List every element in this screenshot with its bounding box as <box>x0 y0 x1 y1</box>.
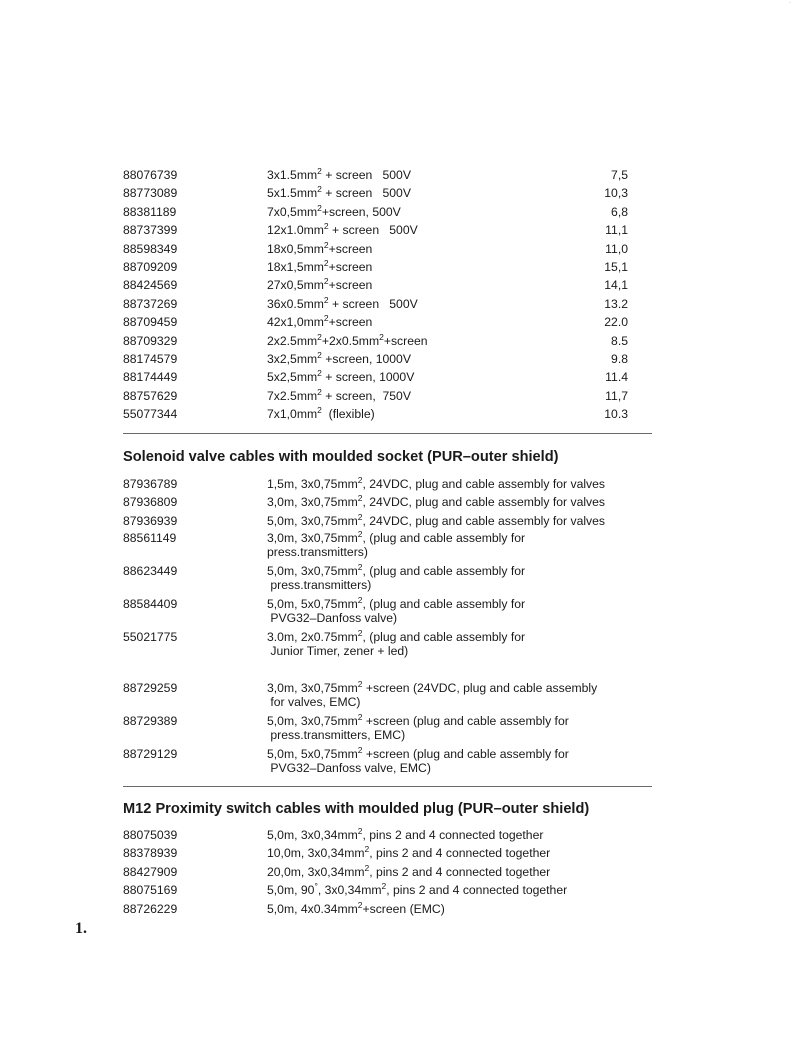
table-row <box>123 387 652 405</box>
part-number: 88729129 <box>123 747 178 761</box>
list-item <box>123 493 652 511</box>
description: 5,0m, 90°, $3x0,34mm^2$, pins 2 and 4 connected together <box>267 881 568 898</box>
part-number: 87936809 <box>123 495 178 510</box>
table-row <box>123 221 652 239</box>
divider <box>123 786 652 787</box>
part-number: 88561149 <box>123 531 177 545</box>
section-heading-m12: M12 Proximity switch cables with moulded plug (PUR–outer shield) <box>123 801 590 817</box>
part-number: 55021775 <box>123 630 178 644</box>
cable-table <box>123 166 652 423</box>
value: 11,1 <box>605 223 628 238</box>
description: 3.0m, $2x0.75mm^2$, (plug and cable assembly for Junior Timer, zener + led) <box>267 628 526 659</box>
part-number: 88381189 <box>123 204 177 219</box>
part-number: 87936939 <box>123 513 178 528</box>
table-row <box>123 295 652 313</box>
table-row <box>123 368 652 386</box>
part-number: 88729389 <box>123 714 178 728</box>
list-item <box>123 714 652 747</box>
part-number: 88737399 <box>123 223 178 238</box>
divider <box>123 433 652 434</box>
part-number: 88427909 <box>123 864 178 879</box>
table-row <box>123 350 652 368</box>
part-number: 88773089 <box>123 186 178 201</box>
list-item <box>123 863 652 881</box>
value: 11.4 <box>605 370 628 385</box>
part-number: 88378939 <box>123 846 178 861</box>
description: $36x0.5mm^2$ + screen 500V <box>267 294 418 311</box>
list-item <box>123 630 652 681</box>
value: 11,0 <box>605 241 628 256</box>
description: 3,0m, $3x0,75mm^2$, 24VDC, plug and cable assembly for valves <box>267 493 606 510</box>
part-number: 88076739 <box>123 168 178 182</box>
description: $5x1.5mm^2$ + screen 500V <box>267 184 411 201</box>
part-number: 88424569 <box>123 278 178 293</box>
description: 1,5m, $3x0,75mm^2$, 24VDC, plug and cable assembly for valves <box>267 475 606 491</box>
table-row <box>123 184 652 202</box>
description: 3,0m, $3x0,75mm^2$, (plug and cable assembly for press.transmitters) <box>267 529 526 560</box>
description: $3x2,5mm^2$ +screen, 1000V <box>267 349 411 366</box>
list-item <box>123 531 652 564</box>
corner-mark: · <box>789 0 791 6</box>
table-row <box>123 203 652 221</box>
value: 6,8 <box>611 204 628 219</box>
part-number: 87936789 <box>123 477 178 491</box>
part-number: 88075169 <box>123 883 178 898</box>
value: 13.2 <box>604 296 628 311</box>
list-item <box>123 747 652 780</box>
part-number: 88737269 <box>123 296 178 311</box>
table-row <box>123 240 652 258</box>
list-item <box>123 881 652 899</box>
description: 5,0m, $3x0,75mm^2$, 24VDC, plug and cable assembly for valves <box>267 511 606 528</box>
table-row <box>123 332 652 350</box>
value: 10,3 <box>604 186 628 201</box>
description: 10,0m, $3x0,34mm^2$, pins 2 and 4 connected together <box>267 844 551 861</box>
list-item <box>123 475 652 493</box>
list-item <box>123 597 652 630</box>
value: 22.0 <box>604 315 628 330</box>
description: 3,0m, $3x0,75mm^2$ +screen (24VDC, plug and cable assembly for valves, EMC) <box>267 679 598 710</box>
part-number: 88598349 <box>123 241 178 256</box>
part-number: 88726229 <box>123 901 178 916</box>
description: $2x2.5mm^2+2x0.5mm^2+screen$ <box>267 331 428 348</box>
description: $7x1,0mm^2$ (flexible) <box>267 405 375 422</box>
section-heading-solenoid: Solenoid valve cables with moulded socket (PUR–outer shield) <box>123 449 559 465</box>
part-number: 88584409 <box>123 597 178 611</box>
value: 7,5 <box>611 168 628 182</box>
part-number: 88757629 <box>123 388 178 403</box>
table-row <box>123 276 652 294</box>
table-row <box>123 405 652 423</box>
list-item <box>123 512 652 530</box>
table-row <box>123 166 652 184</box>
description: $7x2.5mm^2$ + screen, 750V <box>267 386 411 403</box>
list-item <box>123 826 652 844</box>
value: 9.8 <box>611 351 628 366</box>
table-row <box>123 313 652 331</box>
list-item <box>123 681 652 714</box>
value: 8.5 <box>611 333 628 348</box>
description: $18x0,5mm^2+screen$ <box>267 239 373 256</box>
description: 5,0m, $3x0,75mm^2$ +screen (plug and cable assembly for press.transmitters, EMC) <box>267 712 569 743</box>
list-item <box>123 900 652 918</box>
m12-list <box>123 826 652 918</box>
description: 5,0m, $5x0,75mm^2$ +screen (plug and cable assembly for PVG32–Danfoss valve, EMC) <box>267 745 569 776</box>
description: $7x0,5mm^2+screen$, 500V <box>267 202 401 219</box>
description: 5,0m, $4x0.34mm^2+screen$ (EMC) <box>267 899 445 916</box>
value: 14,1 <box>604 278 628 293</box>
description: 5,0m, $5x0,75mm^2$, (plug and cable assembly for PVG32–Danfoss valve) <box>267 595 526 626</box>
description: $27x0,5mm^2+screen$ <box>267 276 373 293</box>
description: $5x2,5mm^2$ + screen, 1000V <box>267 368 415 385</box>
description: $42x1,0mm^2+screen$ <box>267 313 373 330</box>
description: $18x1,5mm^2+screen$ <box>267 257 373 274</box>
value: 10.3 <box>604 407 628 422</box>
part-number: 88709329 <box>123 333 178 348</box>
description: 20,0m, $3x0,34mm^2$, pins 2 and 4 connected together <box>267 862 551 879</box>
page-number: 1. <box>75 920 87 937</box>
solenoid-list <box>123 475 652 530</box>
value: 11,7 <box>605 388 628 403</box>
part-number: 88623449 <box>123 564 178 578</box>
description: 5,0m, $3x0,34mm^2$, pins 2 and 4 connected together <box>267 826 544 842</box>
table-row <box>123 258 652 276</box>
part-number: 88729259 <box>123 681 178 695</box>
part-number: 88174449 <box>123 370 178 385</box>
solenoid-list-multiline <box>123 531 652 780</box>
part-number: 55077344 <box>123 407 178 422</box>
list-item <box>123 844 652 862</box>
list-item <box>123 564 652 597</box>
description: $12x1.0mm^2$ + screen 500V <box>267 221 418 238</box>
description: $3x1.5mm^2$ + screen 500V <box>267 166 411 182</box>
part-number: 88075039 <box>123 828 178 842</box>
description: 5,0m, $3x0,75mm^2$, (plug and cable assembly for press.transmitters) <box>267 562 526 593</box>
part-number: 88174579 <box>123 351 178 366</box>
value: 15,1 <box>604 259 628 274</box>
part-number: 88709459 <box>123 315 178 330</box>
part-number: 88709209 <box>123 259 178 274</box>
